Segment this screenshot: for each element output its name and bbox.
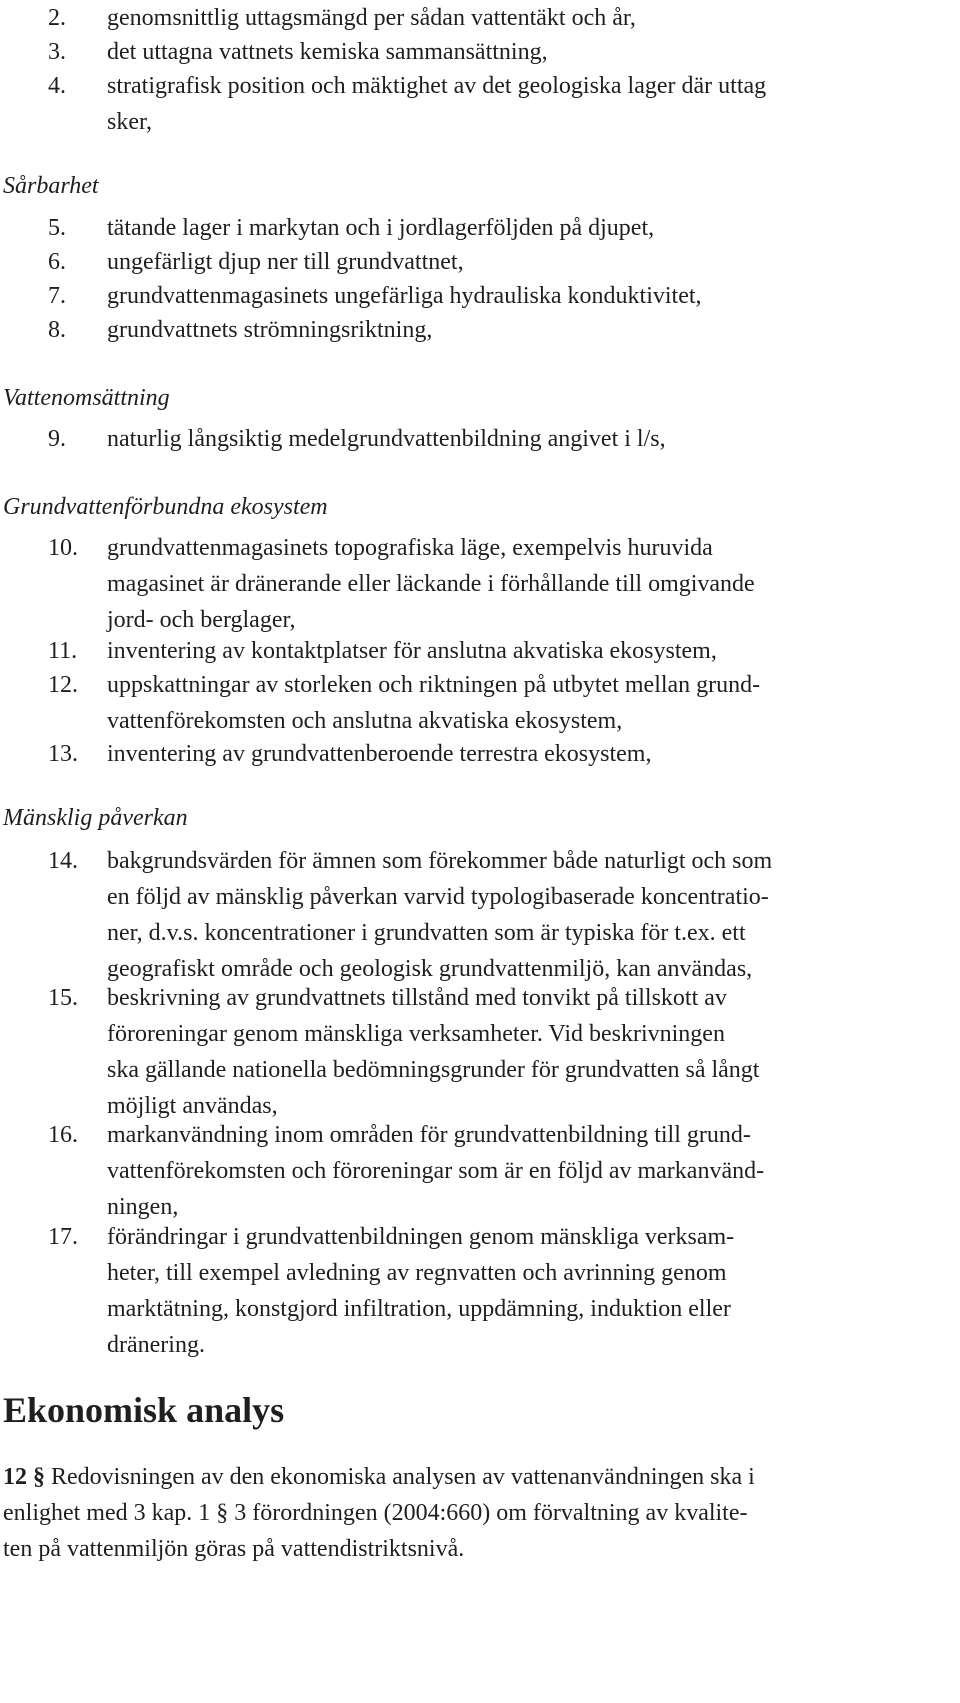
list-item-number: 6. [48, 249, 66, 275]
list-item-number: 4. [48, 73, 66, 99]
list-item-number: 3. [48, 39, 66, 65]
list-item-number: 17. [48, 1224, 78, 1250]
list-item-text: ungefärligt djup ner till grundvattnet, [107, 249, 464, 275]
list-item-number: 9. [48, 426, 66, 452]
list-item-text: naturlig långsiktig medelgrundvattenbildning angivet i l/s, [107, 426, 666, 452]
section-heading-ekosystem: Grundvattenförbundna ekosystem [3, 494, 328, 520]
list-item-text: bakgrundsvärden för ämnen som förekommer både naturligt och som en följd av mänsklig påverkan varvid typologibaserade koncentratio- ner, d.v.s. koncentrationer i grundvatten som är typiska för t.ex. ett geografiskt område och geologisk grundvattenmiljö, kan användas, [107, 848, 773, 982]
list-item-number: 8. [48, 317, 66, 343]
section-heading-ekonomisk-analys: Ekonomisk analys [3, 1390, 285, 1430]
list-item-text: det uttagna vattnets kemiska sammansättning, [107, 39, 548, 65]
section-heading-vattenomsattning: Vattenomsättning [3, 385, 170, 411]
list-item-text: grundvattenmagasinets ungefärliga hydrauliska konduktivitet, [107, 283, 702, 309]
list-item-text: grundvattenmagasinets topografiska läge, exempelvis huruvida magasinet är dränerande eller läckande i förhållande till omgivande jord- och berglager, [107, 535, 755, 633]
list-item-text: beskrivning av grundvattnets tillstånd med tonvikt på tillskott av föroreningar genom mänskliga verksamheter. Vid beskrivningen ska gällande nationella bedömningsgrunder för grundvatten så långt möjligt användas, [107, 985, 760, 1119]
list-item-number: 15. [48, 985, 78, 1011]
list-item-text: grundvattnets strömningsriktning, [107, 317, 433, 343]
section-heading-sarbarhet: Sårbarhet [3, 173, 99, 199]
list-item-text: förändringar i grundvattenbildningen genom mänskliga verksam- heter, till exempel avledning av regnvatten och avrinning genom marktätning, konstgjord infiltration, uppdämning, induktion eller dränering. [107, 1224, 735, 1358]
list-item-number: 13. [48, 741, 78, 767]
list-item-number: 14. [48, 848, 78, 874]
list-item-number: 7. [48, 283, 66, 309]
list-item-number: 12. [48, 672, 78, 698]
list-item-text: genomsnittlig uttagsmängd per sådan vattentäkt och år, [107, 5, 636, 31]
list-item-text: markanvändning inom områden för grundvattenbildning till grund- vattenförekomsten och föroreningar som är en följd av markanvänd- ningen, [107, 1122, 765, 1220]
list-item-number: 2. [48, 5, 66, 31]
list-item-text: inventering av grundvattenberoende terrestra ekosystem, [107, 741, 652, 767]
list-item-text: inventering av kontaktplatser för anslutna akvatiska ekosystem, [107, 638, 717, 664]
list-item-number: 11. [48, 638, 78, 664]
list-item-text: tätande lager i markytan och i jordlagerföljden på djupet, [107, 215, 655, 241]
list-item-number: 5. [48, 215, 66, 241]
paragraph-number: 12 § [3, 1464, 45, 1490]
list-item-number: 16. [48, 1122, 78, 1148]
list-item-number: 10. [48, 535, 78, 561]
paragraph-text: 12 § Redovisningen av den ekonomiska analysen av vattenanvändningen ska i enlighet med 3 kap. 1 § 3 förordningen (2004:660) om förvaltning av kvalite- ten på vattenmiljön göras på vattendistriktsnivå. [3, 1464, 755, 1562]
list-item-text: uppskattningar av storleken och riktningen på utbytet mellan grund- vattenförekomsten och anslutna akvatiska ekosystem, [107, 672, 761, 734]
section-heading-manskligpaverkan: Mänsklig påverkan [3, 805, 188, 831]
list-item-text: stratigrafisk position och mäktighet av det geologiska lager där uttag sker, [107, 73, 767, 135]
